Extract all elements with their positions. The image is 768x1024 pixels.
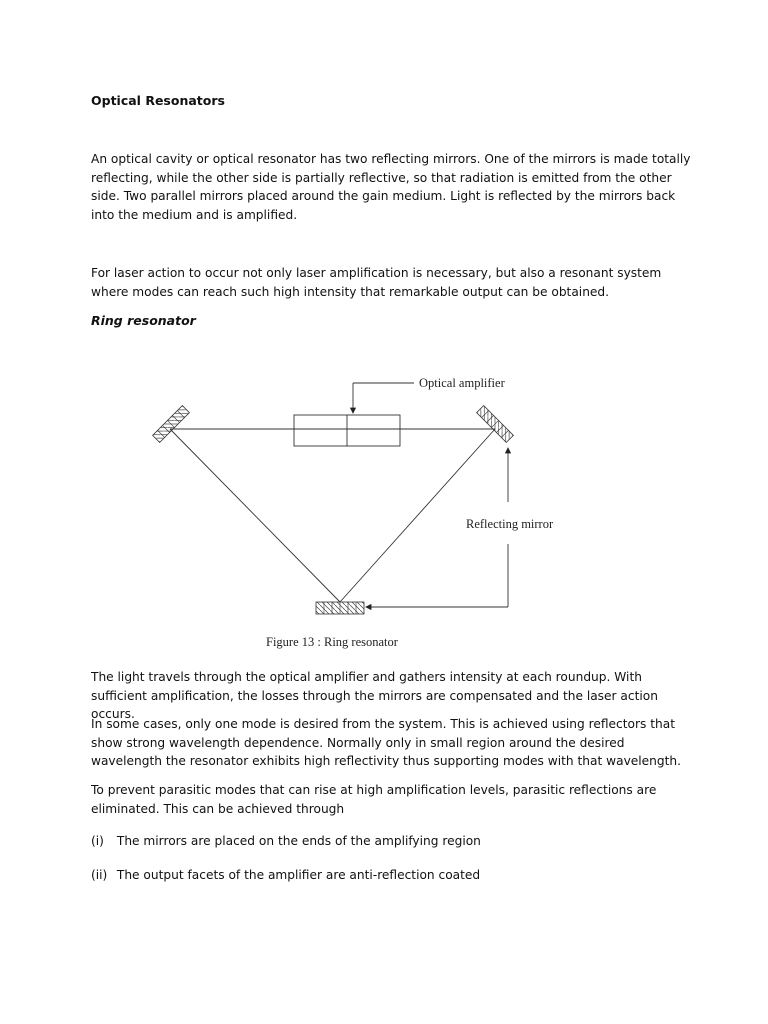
list-item-text: The output facets of the amplifier are anti-reflection coated [116,868,481,882]
list-item-number: (i) [91,834,104,848]
page-title: Optical Resonators [91,93,225,108]
section-heading-ring-resonator: Ring resonator [91,313,196,328]
paragraph-intro: An optical cavity or optical resonator has two reflecting mirrors. One of the mirrors is made totally reflecting, while the other side is partially reflective, so that radiation is emitted from the other side. Two parallel mirrors placed around the gain medium. Light is reflected by the mirrors back into the medium and is amplified. [91,152,691,222]
beam-path [170,429,495,602]
left-mirror [153,406,190,443]
right-mirror [477,406,514,443]
ring-resonator-diagram [0,360,768,660]
optical-amplifier-box [294,415,400,446]
paragraph-light-travel: The light travels through the optical amplifier and gathers intensity at each roundup. With sufficient amplification, the losses through the mirrors are compensated and the laser action occurs. [91,670,658,721]
list-item [91,866,691,884]
amplifier-callout [353,383,414,413]
label-reflecting-mirror: Reflecting mirror [466,517,554,531]
paragraph-single-mode: In some cases, only one mode is desired from the system. This is achieved using reflectors that show strong wavelength dependence. Normally only in small region around the desired wavelength the resonator exhibits high reflectivity thus supporting modes with that wavelength. [91,717,681,768]
paragraph-laser-action: For laser action to occur not only laser amplification is necessary, but also a resonant system where modes can reach such high intensity that remarkable output can be obtained. [91,266,662,299]
label-optical-amplifier: Optical amplifier [419,376,505,390]
bottom-mirror [316,602,364,614]
list-item-text: The mirrors are placed on the ends of the amplifying region [116,834,481,848]
list-item [91,832,691,850]
list-item-number: (ii) [91,868,108,882]
figure-caption: Figure 13 : Ring resonator [266,635,398,649]
paragraph-parasitic: To prevent parasitic modes that can rise at high amplification levels, parasitic reflections are eliminated. This can be achieved through [91,783,657,816]
